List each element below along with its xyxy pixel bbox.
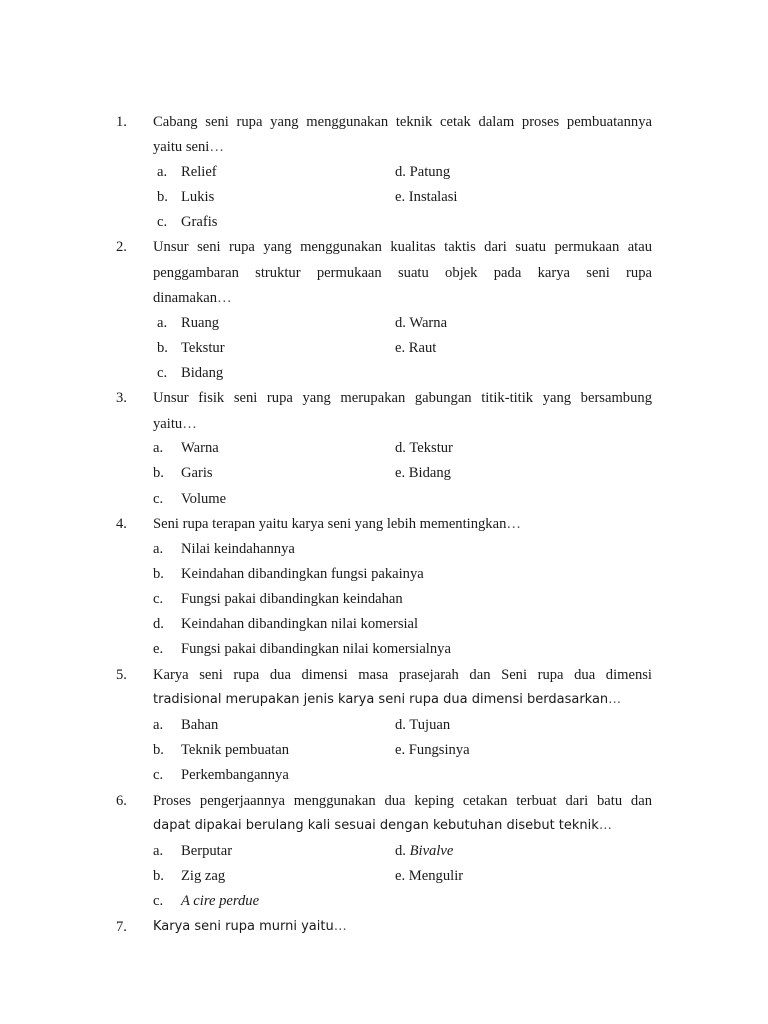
option-letter: c. (153, 767, 164, 783)
question-number: 2. (116, 239, 127, 255)
question-text: Unsur fisik seni rupa yang merupakan gabungan titik-titik yang bersambung (153, 390, 652, 406)
option-text: A cire perdue (181, 893, 260, 909)
question-text: Karya seni rupa murni yaitu… (153, 919, 348, 934)
option-text: Bidang (181, 365, 224, 381)
option-text: Lukis (181, 189, 215, 205)
option-text: e. Mengulir (395, 868, 464, 884)
option-text: e. Bidang (395, 465, 451, 481)
option-letter: c. (157, 214, 168, 230)
option-text: d. Patung (395, 164, 451, 180)
question-number: 1. (116, 114, 127, 130)
option-letter: c. (153, 591, 164, 607)
option-text: e. Fungsinya (395, 742, 470, 758)
option-letter: b. (153, 868, 164, 884)
question-text: Proses pengerjaannya menggunakan dua keping cetakan terbuat dari batu dan (153, 793, 652, 809)
question-text: dapat dipakai berulang kali sesuai dengan kebutuhan disebut teknik… (153, 818, 613, 833)
option-text: Keindahan dibandingkan fungsi pakainya (181, 566, 424, 582)
option-text: Teknik pembuatan (181, 742, 289, 758)
option-text: Tekstur (181, 340, 225, 356)
question-text: Seni rupa terapan yaitu karya seni yang lebih mementingkan… (153, 516, 522, 532)
question-number: 3. (116, 390, 127, 406)
option-letter: b. (157, 340, 168, 356)
option-text: Bahan (181, 717, 219, 733)
option-letter: b. (153, 566, 164, 582)
option-text: e. Raut (395, 340, 437, 356)
option-text: Warna (181, 440, 219, 456)
option-letter: a. (153, 541, 164, 557)
question-text: Karya seni rupa dua dimensi masa prasejarah dan Seni rupa dua dimensi (153, 667, 652, 683)
option-text: Keindahan dibandingkan nilai komersial (181, 616, 419, 632)
question-text: Unsur seni rupa yang menggunakan kualitas taktis dari suatu permukaan atau (153, 239, 652, 255)
question-number: 6. (116, 793, 127, 809)
option-text: Relief (181, 164, 217, 180)
question-text: Cabang seni rupa yang menggunakan teknik cetak dalam proses pembuatannya (153, 114, 652, 130)
option-letter: a. (157, 315, 168, 331)
option-text: Fungsi pakai dibandingkan nilai komersialnya (181, 641, 451, 657)
question-text: penggambaran struktur permukaan suatu objek pada karya seni rupa (153, 265, 652, 281)
option-text: Nilai keindahannya (181, 541, 295, 557)
option-letter: b. (153, 742, 164, 758)
option-letter: a. (153, 440, 164, 456)
question-number: 5. (116, 667, 127, 683)
option-text: d. Warna (395, 315, 448, 331)
option-text: Perkembangannya (181, 767, 289, 783)
option-text: e. Instalasi (395, 189, 458, 205)
option-text: Grafis (181, 214, 218, 230)
option-letter: a. (157, 164, 168, 180)
option-letter: c. (153, 491, 164, 507)
option-text: Volume (181, 491, 227, 507)
option-text: Zig zag (181, 868, 226, 884)
question-number: 4. (116, 516, 127, 532)
option-letter: a. (153, 843, 164, 859)
question-text: tradisional merupakan jenis karya seni rupa dua dimensi berdasarkan… (153, 692, 623, 707)
question-text: yaitu seni… (153, 139, 225, 155)
option-text: d. Tujuan (395, 717, 451, 733)
option-text: d. Tekstur (395, 440, 453, 456)
option-letter: b. (153, 465, 164, 481)
question-text: dinamakan… (153, 290, 233, 306)
option-letter: d. (153, 616, 164, 632)
option-text: Berputar (181, 843, 233, 859)
option-letter: c. (157, 365, 168, 381)
option-text: d. Bivalve (395, 843, 454, 859)
option-text: Ruang (181, 315, 220, 331)
question-number: 7. (116, 919, 127, 935)
question-text: yaitu… (153, 416, 198, 432)
option-letter: c. (153, 893, 164, 909)
option-letter: a. (153, 717, 164, 733)
option-text: Garis (181, 465, 213, 481)
option-letter: e. (153, 641, 164, 657)
option-text: Fungsi pakai dibandingkan keindahan (181, 591, 403, 607)
option-letter: b. (157, 189, 168, 205)
